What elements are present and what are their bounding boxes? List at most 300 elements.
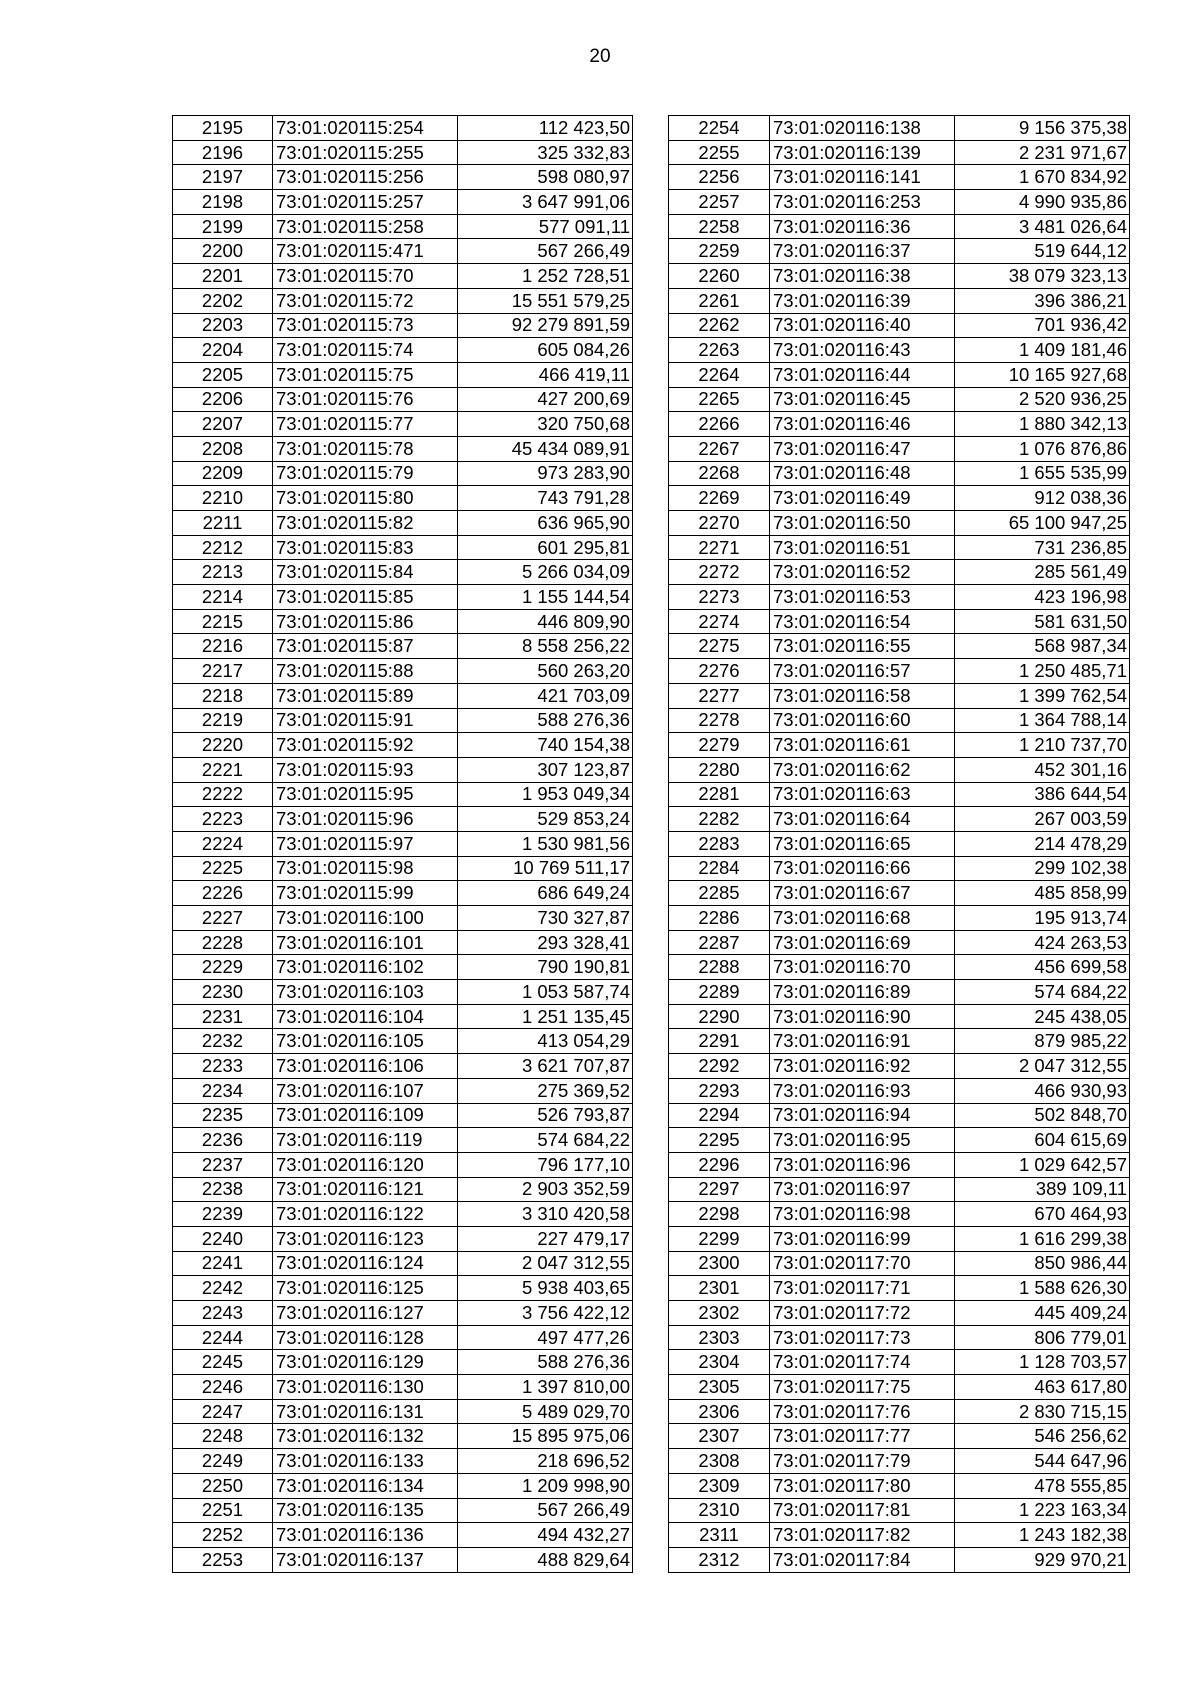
table-row [669, 1399, 1130, 1424]
table-row [173, 1202, 633, 1227]
cadastral-value: 568 987,34 [955, 634, 1130, 659]
row-number: 2251 [173, 1498, 273, 1523]
cadastral-number: 73:01:020117:73 [770, 1325, 955, 1350]
row-number: 2228 [173, 930, 273, 955]
table-row [669, 1350, 1130, 1375]
table-row [173, 1054, 633, 1079]
cadastral-value: 4 990 935,86 [955, 190, 1130, 215]
table-row [669, 1276, 1130, 1301]
cadastral-value: 227 479,17 [458, 1226, 633, 1251]
cadastral-number: 73:01:020117:72 [770, 1301, 955, 1326]
table-row [173, 856, 633, 881]
row-number: 2303 [669, 1325, 770, 1350]
table-row [669, 831, 1130, 856]
cadastral-value: 421 703,09 [458, 683, 633, 708]
cadastral-number: 73:01:020116:97 [770, 1177, 955, 1202]
row-number: 2276 [669, 659, 770, 684]
row-number: 2307 [669, 1424, 770, 1449]
cadastral-value: 2 047 312,55 [955, 1054, 1130, 1079]
row-number: 2229 [173, 955, 273, 980]
row-number: 2278 [669, 708, 770, 733]
row-number: 2239 [173, 1202, 273, 1227]
row-number: 2253 [173, 1547, 273, 1572]
row-number: 2299 [669, 1226, 770, 1251]
cadastral-number: 73:01:020116:36 [770, 214, 955, 239]
table-row [669, 1325, 1130, 1350]
cadastral-value: 1 530 981,56 [458, 831, 633, 856]
cadastral-value: 502 848,70 [955, 1103, 1130, 1128]
cadastral-value: 1 155 144,54 [458, 585, 633, 610]
row-number: 2201 [173, 264, 273, 289]
cadastral-number: 73:01:020116:45 [770, 387, 955, 412]
cadastral-number: 73:01:020116:44 [770, 362, 955, 387]
row-number: 2222 [173, 782, 273, 807]
table-row [669, 140, 1130, 165]
table-row [173, 165, 633, 190]
row-number: 2284 [669, 856, 770, 881]
cadastral-value: 389 109,11 [955, 1177, 1130, 1202]
cadastral-number: 73:01:020117:84 [770, 1547, 955, 1572]
cadastral-number: 73:01:020117:82 [770, 1523, 955, 1548]
cadastral-number: 73:01:020116:57 [770, 659, 955, 684]
cadastral-value: 3 756 422,12 [458, 1301, 633, 1326]
table-row [173, 955, 633, 980]
cadastral-value: 574 684,22 [955, 980, 1130, 1005]
cadastral-value: 1 670 834,92 [955, 165, 1130, 190]
table-row [669, 1375, 1130, 1400]
cadastral-number: 73:01:020116:129 [273, 1350, 458, 1375]
table-row [669, 1226, 1130, 1251]
cadastral-value: 466 419,11 [458, 362, 633, 387]
cadastral-number: 73:01:020116:53 [770, 585, 955, 610]
cadastral-value: 5 489 029,70 [458, 1399, 633, 1424]
cadastral-value: 850 986,44 [955, 1251, 1130, 1276]
cadastral-number: 73:01:020116:92 [770, 1054, 955, 1079]
table-row [173, 264, 633, 289]
table-row [669, 338, 1130, 363]
table-row [669, 1103, 1130, 1128]
row-number: 2249 [173, 1449, 273, 1474]
row-number: 2210 [173, 486, 273, 511]
table-row [669, 980, 1130, 1005]
table-row [669, 1251, 1130, 1276]
cadastral-value: 3 481 026,64 [955, 214, 1130, 239]
table-row [669, 560, 1130, 585]
table-row [669, 190, 1130, 215]
table-row [669, 609, 1130, 634]
table-row [173, 1399, 633, 1424]
row-number: 2221 [173, 757, 273, 782]
cadastral-number: 73:01:020116:47 [770, 436, 955, 461]
table-row [173, 782, 633, 807]
cadastral-number: 73:01:020116:64 [770, 807, 955, 832]
table-row [669, 807, 1130, 832]
row-number: 2215 [173, 609, 273, 634]
row-number: 2312 [669, 1547, 770, 1572]
row-number: 2227 [173, 906, 273, 931]
table-row [173, 214, 633, 239]
row-number: 2294 [669, 1103, 770, 1128]
row-number: 2286 [669, 906, 770, 931]
cadastral-number: 73:01:020116:104 [273, 1004, 458, 1029]
row-number: 2283 [669, 831, 770, 856]
row-number: 2287 [669, 930, 770, 955]
cadastral-number: 73:01:020115:86 [273, 609, 458, 634]
row-number: 2242 [173, 1276, 273, 1301]
cadastral-number: 73:01:020116:119 [273, 1128, 458, 1153]
table-row [173, 190, 633, 215]
table-row [669, 1202, 1130, 1227]
row-number: 2208 [173, 436, 273, 461]
cadastral-number: 73:01:020116:58 [770, 683, 955, 708]
cadastral-value: 65 100 947,25 [955, 511, 1130, 536]
cadastral-value: 446 809,90 [458, 609, 633, 634]
row-number: 2199 [173, 214, 273, 239]
row-number: 2257 [669, 190, 770, 215]
cadastral-number: 73:01:020115:95 [273, 782, 458, 807]
row-number: 2250 [173, 1473, 273, 1498]
row-number: 2246 [173, 1375, 273, 1400]
cadastral-value: 601 295,81 [458, 535, 633, 560]
row-number: 2275 [669, 634, 770, 659]
table-row [669, 214, 1130, 239]
cadastral-number: 73:01:020116:51 [770, 535, 955, 560]
table-row [173, 1424, 633, 1449]
cadastral-value: 546 256,62 [955, 1424, 1130, 1449]
row-number: 2232 [173, 1029, 273, 1054]
table-row [669, 116, 1130, 141]
row-number: 2277 [669, 683, 770, 708]
cadastral-value: 5 938 403,65 [458, 1276, 633, 1301]
row-number: 2207 [173, 412, 273, 437]
cadastral-value: 427 200,69 [458, 387, 633, 412]
row-number: 2236 [173, 1128, 273, 1153]
cadastral-number: 73:01:020116:133 [273, 1449, 458, 1474]
table-row [173, 1498, 633, 1523]
cadastral-number: 73:01:020115:99 [273, 881, 458, 906]
cadastral-value: 1 953 049,34 [458, 782, 633, 807]
table-row [173, 807, 633, 832]
row-number: 2306 [669, 1399, 770, 1424]
cadastral-value: 1 076 876,86 [955, 436, 1130, 461]
cadastral-value: 478 555,85 [955, 1473, 1130, 1498]
table-row [173, 733, 633, 758]
cadastral-value: 730 327,87 [458, 906, 633, 931]
row-number: 2297 [669, 1177, 770, 1202]
cadastral-number: 73:01:020116:40 [770, 313, 955, 338]
cadastral-number: 73:01:020116:132 [273, 1424, 458, 1449]
row-number: 2225 [173, 856, 273, 881]
cadastral-value: 456 699,58 [955, 955, 1130, 980]
table-row [669, 165, 1130, 190]
row-number: 2302 [669, 1301, 770, 1326]
cadastral-value: 1 209 998,90 [458, 1473, 633, 1498]
table-row [669, 436, 1130, 461]
cadastral-value: 92 279 891,59 [458, 313, 633, 338]
cadastral-number: 73:01:020116:91 [770, 1029, 955, 1054]
cadastral-value: 1 397 810,00 [458, 1375, 633, 1400]
table-row [173, 486, 633, 511]
cadastral-value: 466 930,93 [955, 1078, 1130, 1103]
table-row [173, 511, 633, 536]
cadastral-number: 73:01:020116:124 [273, 1251, 458, 1276]
cadastral-number: 73:01:020116:109 [273, 1103, 458, 1128]
row-number: 2235 [173, 1103, 273, 1128]
table-row [173, 412, 633, 437]
row-number: 2241 [173, 1251, 273, 1276]
cadastral-number: 73:01:020115:257 [273, 190, 458, 215]
table-row [669, 1424, 1130, 1449]
cadastral-value: 2 047 312,55 [458, 1251, 633, 1276]
table-row [173, 461, 633, 486]
row-number: 2260 [669, 264, 770, 289]
cadastral-value: 299 102,38 [955, 856, 1130, 881]
table-row [173, 683, 633, 708]
table-row [173, 1103, 633, 1128]
cadastral-number: 73:01:020116:49 [770, 486, 955, 511]
row-number: 2295 [669, 1128, 770, 1153]
cadastral-number: 73:01:020116:122 [273, 1202, 458, 1227]
table-row [173, 634, 633, 659]
table-row [173, 436, 633, 461]
cadastral-number: 73:01:020116:52 [770, 560, 955, 585]
row-number: 2234 [173, 1078, 273, 1103]
row-number: 2256 [669, 165, 770, 190]
cadastral-value: 3 621 707,87 [458, 1054, 633, 1079]
table-row [173, 1449, 633, 1474]
cadastral-number: 73:01:020115:98 [273, 856, 458, 881]
cadastral-value: 598 080,97 [458, 165, 633, 190]
cadastral-number: 73:01:020115:256 [273, 165, 458, 190]
cadastral-number: 73:01:020116:50 [770, 511, 955, 536]
row-number: 2247 [173, 1399, 273, 1424]
table-row [173, 1004, 633, 1029]
cadastral-number: 73:01:020116:55 [770, 634, 955, 659]
cadastral-value: 38 079 323,13 [955, 264, 1130, 289]
table-row [173, 1325, 633, 1350]
table-row [173, 1078, 633, 1103]
table-row [669, 659, 1130, 684]
cadastral-value: 588 276,36 [458, 708, 633, 733]
cadastral-value: 581 631,50 [955, 609, 1130, 634]
cadastral-value: 2 830 715,15 [955, 1399, 1130, 1424]
cadastral-number: 73:01:020116:48 [770, 461, 955, 486]
table-row [669, 757, 1130, 782]
table-row [669, 782, 1130, 807]
table-row [669, 1004, 1130, 1029]
table-row [173, 1547, 633, 1572]
cadastral-value: 1 243 182,38 [955, 1523, 1130, 1548]
table-row [669, 1078, 1130, 1103]
cadastral-value: 3 310 420,58 [458, 1202, 633, 1227]
cadastral-number: 73:01:020116:128 [273, 1325, 458, 1350]
cadastral-value: 544 647,96 [955, 1449, 1130, 1474]
cadastral-value: 2 903 352,59 [458, 1177, 633, 1202]
cadastral-number: 73:01:020115:78 [273, 436, 458, 461]
cadastral-value: 275 369,52 [458, 1078, 633, 1103]
row-number: 2293 [669, 1078, 770, 1103]
cadastral-number: 73:01:020116:103 [273, 980, 458, 1005]
row-number: 2309 [669, 1473, 770, 1498]
cadastral-number: 73:01:020115:87 [273, 634, 458, 659]
row-number: 2279 [669, 733, 770, 758]
table-row [669, 1152, 1130, 1177]
cadastral-number: 73:01:020116:94 [770, 1103, 955, 1128]
table-row [173, 757, 633, 782]
table-row [173, 980, 633, 1005]
row-number: 2268 [669, 461, 770, 486]
row-number: 2252 [173, 1523, 273, 1548]
cadastral-number: 73:01:020115:93 [273, 757, 458, 782]
table-row [173, 1523, 633, 1548]
cadastral-value: 1 251 135,45 [458, 1004, 633, 1029]
cadastral-value: 424 263,53 [955, 930, 1130, 955]
row-number: 2217 [173, 659, 273, 684]
table-row [669, 362, 1130, 387]
row-number: 2265 [669, 387, 770, 412]
cadastral-number: 73:01:020116:67 [770, 881, 955, 906]
cadastral-value: 605 084,26 [458, 338, 633, 363]
cadastral-value: 2 520 936,25 [955, 387, 1130, 412]
row-number: 2296 [669, 1152, 770, 1177]
cadastral-number: 73:01:020116:123 [273, 1226, 458, 1251]
cadastral-value: 519 644,12 [955, 239, 1130, 264]
table-row [173, 1301, 633, 1326]
row-number: 2233 [173, 1054, 273, 1079]
cadastral-number: 73:01:020115:83 [273, 535, 458, 560]
cadastral-number: 73:01:020116:69 [770, 930, 955, 955]
cadastral-value: 463 617,80 [955, 1375, 1130, 1400]
cadastral-value: 1 053 587,74 [458, 980, 633, 1005]
cadastral-number: 73:01:020116:107 [273, 1078, 458, 1103]
row-number: 2196 [173, 140, 273, 165]
row-number: 2269 [669, 486, 770, 511]
cadastral-number: 73:01:020115:84 [273, 560, 458, 585]
table-row [669, 461, 1130, 486]
row-number: 2298 [669, 1202, 770, 1227]
cadastral-value: 604 615,69 [955, 1128, 1130, 1153]
row-number: 2289 [669, 980, 770, 1005]
table-row [173, 1375, 633, 1400]
cadastral-number: 73:01:020116:125 [273, 1276, 458, 1301]
cadastral-value: 588 276,36 [458, 1350, 633, 1375]
cadastral-number: 73:01:020115:77 [273, 412, 458, 437]
table-row [173, 659, 633, 684]
table-row [669, 387, 1130, 412]
cadastral-value: 1 210 737,70 [955, 733, 1130, 758]
row-number: 2223 [173, 807, 273, 832]
cadastral-number: 73:01:020116:106 [273, 1054, 458, 1079]
cadastral-number: 73:01:020116:96 [770, 1152, 955, 1177]
cadastral-number: 73:01:020115:255 [273, 140, 458, 165]
row-number: 2231 [173, 1004, 273, 1029]
row-number: 2274 [669, 609, 770, 634]
cadastral-number: 73:01:020116:60 [770, 708, 955, 733]
cadastral-value: 497 477,26 [458, 1325, 633, 1350]
row-number: 2244 [173, 1325, 273, 1350]
cadastral-value: 3 647 991,06 [458, 190, 633, 215]
table-row [669, 313, 1130, 338]
cadastral-number: 73:01:020115:91 [273, 708, 458, 733]
cadastral-number: 73:01:020115:70 [273, 264, 458, 289]
table-row [669, 1301, 1130, 1326]
cadastral-number: 73:01:020116:46 [770, 412, 955, 437]
cadastral-number: 73:01:020116:127 [273, 1301, 458, 1326]
table-row [669, 930, 1130, 955]
table-row [173, 930, 633, 955]
cadastral-number: 73:01:020116:253 [770, 190, 955, 215]
table-row [669, 288, 1130, 313]
cadastral-value: 10 165 927,68 [955, 362, 1130, 387]
table-row [173, 1128, 633, 1153]
cadastral-value: 1 128 703,57 [955, 1350, 1130, 1375]
cadastral-value: 320 750,68 [458, 412, 633, 437]
cadastral-value: 9 156 375,38 [955, 116, 1130, 141]
row-number: 2238 [173, 1177, 273, 1202]
row-number: 2308 [669, 1449, 770, 1474]
cadastral-value: 488 829,64 [458, 1547, 633, 1572]
row-number: 2273 [669, 585, 770, 610]
table-row [669, 881, 1130, 906]
cadastral-value: 1 029 642,57 [955, 1152, 1130, 1177]
cadastral-number: 73:01:020115:88 [273, 659, 458, 684]
cadastral-value: 743 791,28 [458, 486, 633, 511]
row-number: 2280 [669, 757, 770, 782]
row-number: 2218 [173, 683, 273, 708]
cadastral-value: 879 985,22 [955, 1029, 1130, 1054]
table-row [669, 683, 1130, 708]
row-number: 2197 [173, 165, 273, 190]
row-number: 2264 [669, 362, 770, 387]
cadastral-value: 701 936,42 [955, 313, 1130, 338]
row-number: 2202 [173, 288, 273, 313]
cadastral-number: 73:01:020115:72 [273, 288, 458, 313]
cadastral-value: 452 301,16 [955, 757, 1130, 782]
table-row [173, 585, 633, 610]
table-row [173, 362, 633, 387]
table-row [173, 1276, 633, 1301]
row-number: 2203 [173, 313, 273, 338]
row-number: 2271 [669, 535, 770, 560]
cadastral-number: 73:01:020116:68 [770, 906, 955, 931]
row-number: 2255 [669, 140, 770, 165]
cadastral-number: 73:01:020115:79 [273, 461, 458, 486]
table-row [669, 585, 1130, 610]
row-number: 2224 [173, 831, 273, 856]
cadastral-number: 73:01:020117:80 [770, 1473, 955, 1498]
cadastral-number: 73:01:020117:76 [770, 1399, 955, 1424]
cadastral-value: 1 223 163,34 [955, 1498, 1130, 1523]
cadastral-value: 285 561,49 [955, 560, 1130, 585]
cadastral-value: 567 266,49 [458, 239, 633, 264]
table-row [669, 535, 1130, 560]
table-row [173, 313, 633, 338]
cadastral-number: 73:01:020115:80 [273, 486, 458, 511]
table-row [173, 140, 633, 165]
cadastral-value: 567 266,49 [458, 1498, 633, 1523]
cadastral-number: 73:01:020116:95 [770, 1128, 955, 1153]
cadastral-number: 73:01:020116:70 [770, 955, 955, 980]
table-row [669, 1054, 1130, 1079]
cadastral-value: 45 434 089,91 [458, 436, 633, 461]
row-number: 2240 [173, 1226, 273, 1251]
cadastral-value: 1 588 626,30 [955, 1276, 1130, 1301]
cadastral-number: 73:01:020117:77 [770, 1424, 955, 1449]
cadastral-value: 574 684,22 [458, 1128, 633, 1153]
cadastral-number: 73:01:020115:82 [273, 511, 458, 536]
table-row [669, 264, 1130, 289]
cadastral-number: 73:01:020116:99 [770, 1226, 955, 1251]
